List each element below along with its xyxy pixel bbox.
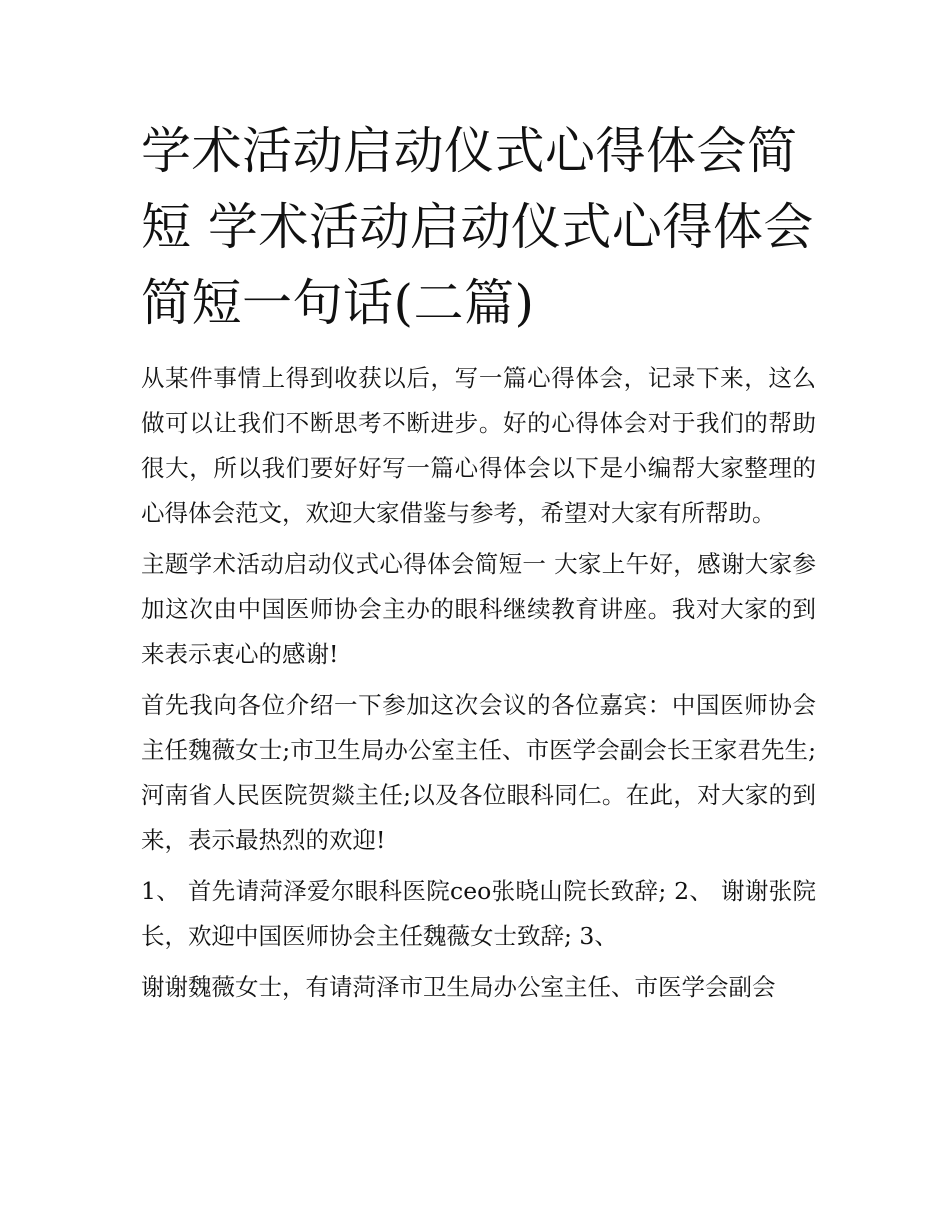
document-body: [141, 356, 816, 1016]
paragraph-agenda: 1、 首先请菏泽爱尔眼科医院ceo张晓山院长致辞; 2、 谢谢张院长，欢迎中国医师协会主任魏薇女士致辞; 3、: [141, 877, 816, 950]
paragraph-continued: 谢谢魏薇女士，有请菏泽市卫生局办公室主任、市医学会副会: [141, 973, 776, 1001]
document-title: 学术活动启动仪式心得体会简短 学术活动启动仪式心得体会简短一句话(二篇): [141, 122, 814, 332]
paragraph-theme: 主题学术活动启动仪式心得体会简短一 大家上午好，感谢大家参加这次由中国医师协会主办的眼科继续教育讲座。我对大家的到来表示衷心的感谢!: [141, 550, 816, 668]
paragraph-guests: 首先我向各位介绍一下参加这次会议的各位嘉宾：中国医师协会主任魏薇女士;市卫生局办公室主任、市医学会副会长王家君先生;河南省人民医院贺燚主任;以及各位眼科同仁。在此，对大家的到来，表示最热烈的欢迎!: [141, 691, 816, 854]
paragraph-intro: 从某件事情上得到收获以后，写一篇心得体会，记录下来，这么做可以让我们不断思考不断进步。好的心得体会对于我们的帮助很大，所以我们要好好写一篇心得体会以下是小编帮大家整理的心得体会范文，欢迎大家借鉴与参考，希望对大家有所帮助。: [141, 364, 816, 527]
